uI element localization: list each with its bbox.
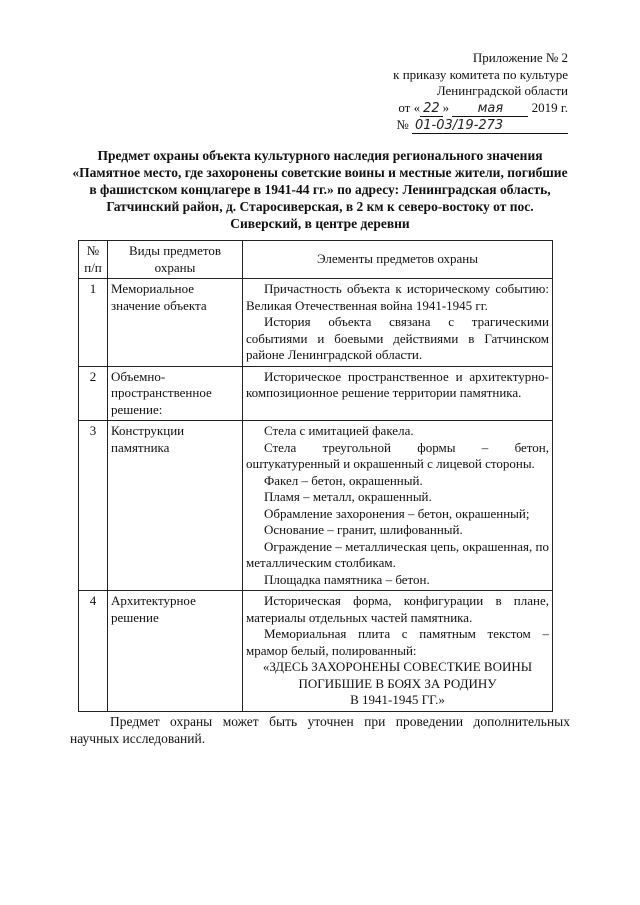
row-type: Мемориальное значение объекта [108,279,243,367]
row-type: Конструкции памятника [108,421,243,591]
footer-note: Предмет охраны может быть уточнен при проведении дополнительных научных исследований. [70,714,570,746]
appendix-date [393,100,568,117]
header-elements: Элементы предметов охраны [243,241,553,279]
date-mid: » [442,99,450,115]
appendix-header [393,50,568,134]
protection-table [78,240,553,712]
document-title: Предмет охраны объекта культурного наследия регионального значения «Памятное место, где захоронены советские воины и местные жители, погибшие в фашистском концлагере в 1941-44 гг.» по адресу: Ленинградская область, Гатчинский район, д. Старосиверская, в 2 км к северо-востоку от пос. Сиверский, в центре деревни [72,148,568,231]
row-elements [243,421,553,591]
row-num: 1 [79,279,108,367]
table-row [79,366,553,421]
element-item: Ограждение – металлическая цепь, окрашенная, по металлическим столбикам. [246,538,549,570]
element-item: Пламя – металл, окрашенный. [264,489,432,504]
element-item: Историческое пространственное и архитектурно-композиционное решение территории памятника. [246,368,549,400]
row-num: 4 [79,591,108,712]
header-type: Виды предметов охраны [108,241,243,279]
appendix-line-2: к приказу комитета по культуре [393,66,568,82]
date-year: 2019 г. [531,99,568,115]
memorial-text-line: ПОГИБШИЕ В БОЯХ ЗА РОДИНУ [298,675,497,691]
appendix-line-1: Приложение № 2 [472,50,568,65]
table-body [79,279,553,712]
number-value: 01-03/19-273 [412,119,568,134]
element-item: История объекта связана с трагическими событиями и боевыми действиями в Гатчинском районе Ленинградской области. [246,314,549,362]
table-row [79,279,553,367]
row-type: Архитектурное решение [108,591,243,712]
table-row [79,591,553,712]
element-item: Причастность объекта к историческому событию: Великая Отечественная война 1941-1945 гг. [246,281,549,313]
element-item: Обрамление захоронения – бетон, окрашенный; [264,505,530,521]
element-item: Стела с имитацией факела. [264,423,414,438]
date-day: 22 [420,102,443,117]
element-item: Историческая форма, конфигурации в плане, материалы отдельных частей памятника. [246,593,549,625]
row-elements [243,279,553,367]
date-month: мая [452,102,528,117]
number-prefix: № [396,116,409,132]
element-item: Факел – бетон, окрашенный. [264,472,423,488]
row-elements [243,366,553,421]
appendix-line-3: Ленинградской области [436,83,568,98]
memorial-text-line: В 1941-1945 ГГ.» [350,692,445,707]
element-item: Стела треугольной формы – бетон, оштукатуренный и окрашенный с лицевой стороны. [246,439,549,471]
element-item: Основание – гранит, шлифованный. [264,522,463,537]
row-type: Объемно-пространственное решение: [108,366,243,421]
table-row [79,421,553,591]
table-header-row [79,241,553,279]
appendix-number [393,117,568,134]
row-elements [243,591,553,712]
element-item: Площадка памятника – бетон. [264,571,430,587]
memorial-text-line: «ЗДЕСЬ ЗАХОРОНЕНЫ СОВЕСТКИЕ ВОИНЫ [262,659,533,674]
date-prefix: от « [398,99,421,115]
row-num: 2 [79,366,108,421]
header-num: № п/п [79,241,108,279]
element-item: Мемориальная плита с памятным текстом – мрамор белый, полированный: [246,626,549,658]
row-num: 3 [79,421,108,591]
